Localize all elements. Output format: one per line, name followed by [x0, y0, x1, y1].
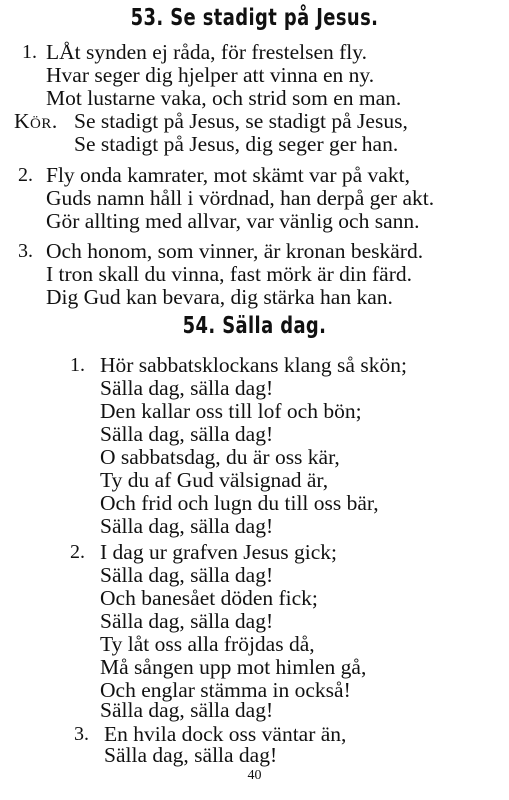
hymn-54-verse-2-line-1: I dag ur grafven Jesus gick; [100, 540, 338, 564]
hymn-54-verse-2-line-8: Sälla dag, sälla dag! [100, 698, 274, 722]
hymn-53-verse-2-line-1: Fly onda kamrater, mot skämt var på vakt, [46, 163, 410, 187]
hymn-54-verse-1-line-4: Sälla dag, sälla dag! [100, 422, 274, 446]
chorus-line-1: Se stadigt på Jesus, se stadigt på Jesus, [74, 109, 408, 133]
hymn-54-verse-2-line-4: Sälla dag, sälla dag! [100, 609, 274, 633]
hymn-54-verse-3-number: 3. [74, 723, 89, 745]
hymn-53-verse-2-line-2: Guds namn håll i vördnad, han derpå ger akt. [46, 186, 435, 210]
hymn-53-verse-3-line-3: Dig Gud kan bevara, dig stärka han kan. [46, 285, 393, 309]
hymn-53-verse-3-line-1: Och honom, som vinner, är kronan beskärd. [46, 239, 424, 263]
hymn-54-title: 54. Sälla dag. [182, 313, 327, 339]
hymn-53-verse-1-number: 1. [22, 41, 37, 63]
hymn-53-title: 53. Se stadigt på Jesus. [130, 5, 379, 31]
hymn-54-verse-3-line-2: Sälla dag, sälla dag! [104, 743, 278, 767]
hymn-54-verse-2-line-7: Och englar stämma in också! [100, 678, 351, 702]
hymn-54-verse-1-number: 1. [70, 354, 85, 376]
hymn-54-verse-2-line-5: Ty låt oss alla fröjdas då, [100, 632, 315, 656]
hymn-54-verse-2-line-2: Sälla dag, sälla dag! [100, 563, 274, 587]
hymn-53-verse-2-number: 2. [18, 164, 33, 186]
hymn-53-verse-1-line-3: Mot lustarne vaka, och strid som en man. [46, 86, 402, 110]
hymn-54-verse-1-line-5: O sabbatsdag, du är oss kär, [100, 445, 340, 469]
hymn-53-verse-3-number: 3. [18, 240, 33, 262]
hymn-53-verse-2-line-3: Gör allting med allvar, var vänlig och sann. [46, 209, 420, 233]
hymn-54-verse-3-line-1: En hvila dock oss väntar än, [104, 722, 347, 746]
hymn-54-verse-1-line-3: Den kallar oss till lof och bön; [100, 399, 362, 423]
chorus-label: Kör. [14, 109, 58, 133]
hymn-53-verse-1-line-2: Hvar seger dig hjelper att vinna en ny. [46, 63, 375, 87]
hymn-54-verse-1-line-2: Sälla dag, sälla dag! [100, 376, 274, 400]
chorus-line-2: Se stadigt på Jesus, dig seger ger han. [74, 132, 399, 156]
hymn-53-verse-3-line-2: I tron skall du vinna, fast mörk är din färd. [46, 262, 413, 286]
hymn-54-verse-1-line-7: Och frid och lugn du till oss bär, [100, 491, 379, 515]
hymn-54-verse-1-line-8: Sälla dag, sälla dag! [100, 514, 274, 538]
hymn-54-verse-1-line-1: Hör sabbatsklockans klang så skön; [100, 353, 407, 377]
hymn-54-verse-2-line-3: Och banesået döden fick; [100, 586, 318, 610]
hymn-53-verse-1-line-1: LÅt synden ej råda, för frestelsen fly. [46, 40, 367, 64]
hymn-54-verse-2-line-6: Må sången upp mot himlen gå, [100, 655, 367, 679]
page-number: 40 [247, 768, 262, 783]
hymn-54-verse-2-number: 2. [70, 541, 85, 563]
hymn-54-verse-1-line-6: Ty du af Gud välsignad är, [100, 468, 329, 492]
